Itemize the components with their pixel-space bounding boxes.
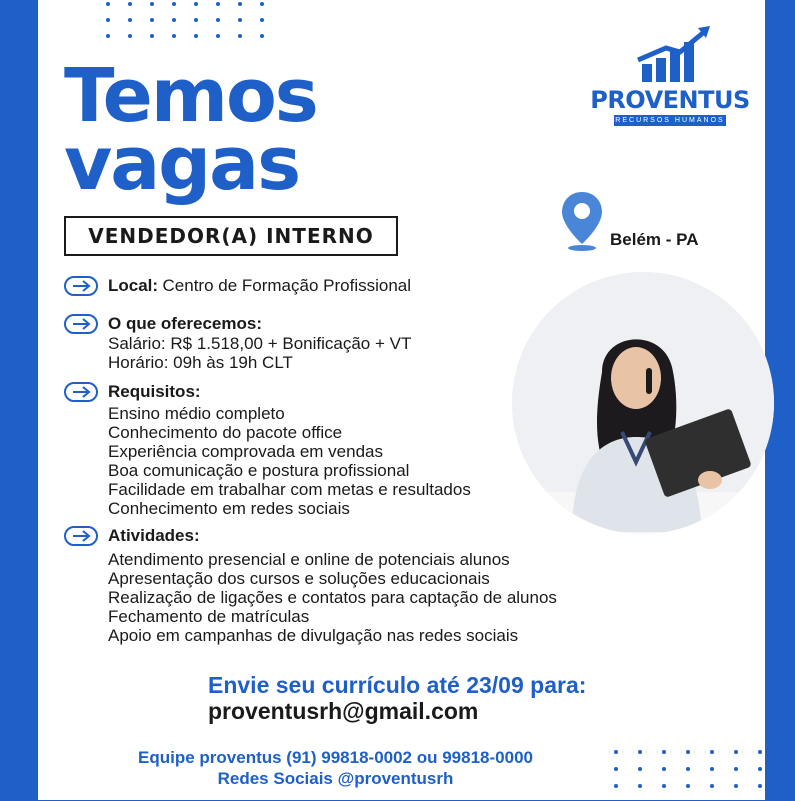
activity-item: Atendimento presencial e online de potenciais alunos bbox=[108, 550, 510, 569]
local-value: Centro de Formação Profissional bbox=[162, 276, 412, 295]
proventus-logo bbox=[590, 26, 750, 136]
activities-label: Atividades: bbox=[108, 526, 200, 545]
arrow-right-icon bbox=[64, 276, 98, 296]
location-pin-icon bbox=[560, 190, 604, 252]
requirement-item: Boa comunicação e postura profissional bbox=[108, 461, 410, 480]
left-blue-band bbox=[0, 0, 38, 800]
headline-line-2: vagas bbox=[64, 121, 300, 207]
requirement-item: Ensino médio completo bbox=[108, 404, 285, 423]
offer-section bbox=[64, 314, 411, 372]
activity-item: Fechamento de matrículas bbox=[108, 607, 310, 626]
activity-item: Apoio em campanhas de divulgação nas redes sociais bbox=[108, 626, 519, 645]
requirements-label: Requisitos: bbox=[108, 382, 201, 401]
dot-pattern-top bbox=[106, 2, 282, 50]
requirement-item: Conhecimento do pacote office bbox=[108, 423, 343, 442]
cta-line: Envie seu currículo até 23/09 para: bbox=[208, 672, 587, 698]
headline bbox=[64, 53, 317, 207]
headline-line-1: Temos bbox=[64, 53, 317, 139]
activities-section bbox=[64, 526, 557, 645]
local-label: Local: bbox=[108, 276, 159, 295]
rising-bars-icon bbox=[590, 26, 750, 88]
activity-item: Realização de ligações e contatos para captação de alunos bbox=[108, 588, 557, 607]
logo-subtitle: RECURSOS HUMANOS bbox=[615, 117, 725, 124]
dot-pattern-bottom bbox=[614, 750, 782, 801]
offer-line: Salário: R$ 1.518,00 + Bonificação + VT bbox=[108, 334, 412, 353]
city-label: Belém - PA bbox=[610, 230, 699, 249]
requirement-item: Conhecimento em redes sociais bbox=[108, 499, 350, 518]
logo-name: PROVENTUS bbox=[590, 86, 750, 114]
local-section bbox=[64, 276, 411, 296]
requirements-section bbox=[64, 382, 471, 518]
footer-contact: Equipe proventus (91) 99818-0002 ou 99818-0000 bbox=[138, 748, 533, 767]
arrow-right-icon bbox=[64, 526, 98, 546]
email-address[interactable]: proventusrh@gmail.com bbox=[208, 698, 479, 724]
offer-line: Horário: 09h às 19h CLT bbox=[108, 353, 293, 372]
arrow-right-icon bbox=[64, 314, 98, 334]
arrow-right-icon bbox=[64, 382, 98, 402]
offer-label: O que oferecemos: bbox=[108, 314, 262, 333]
requirement-item: Facilidade em trabalhar com metas e resultados bbox=[108, 480, 471, 499]
requirement-item: Experiência comprovada em vendas bbox=[108, 442, 383, 461]
job-title-box: VENDEDOR(A) INTERNO bbox=[64, 216, 398, 256]
woman-on-phone-photo bbox=[512, 272, 774, 534]
flyer-card bbox=[38, 0, 765, 800]
footer-social: Redes Sociais @proventusrh bbox=[217, 769, 454, 788]
activity-item: Apresentação dos cursos e soluções educacionais bbox=[108, 569, 490, 588]
